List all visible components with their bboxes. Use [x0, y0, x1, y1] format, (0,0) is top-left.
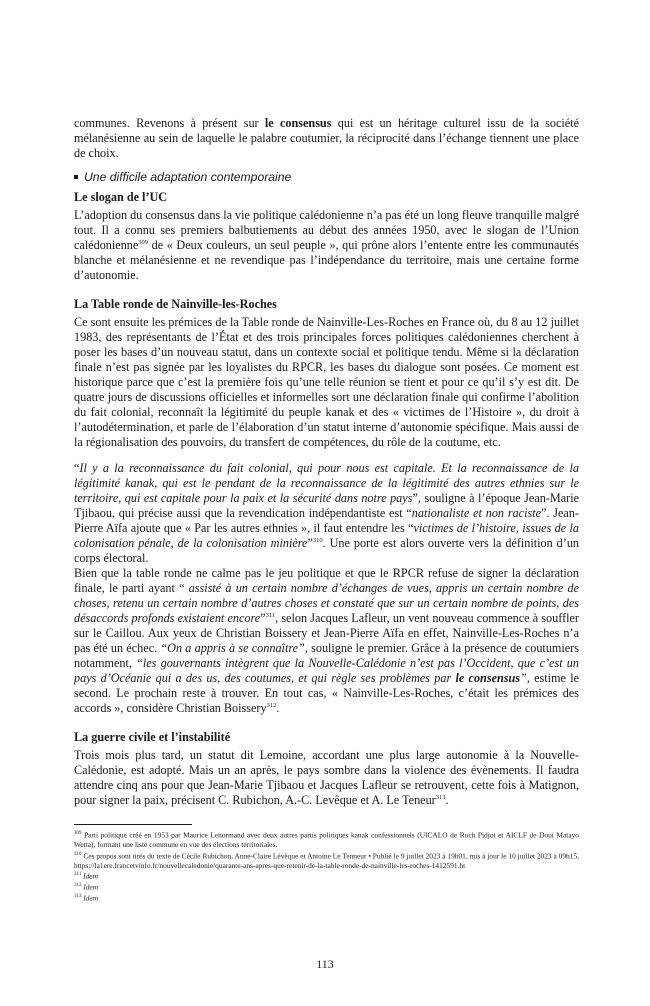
footnote-divider: [74, 824, 192, 825]
heading-nainville: La Table ronde de Nainville-les-Roches: [74, 297, 277, 311]
page-number: 113: [316, 957, 334, 971]
footnote-ref-311: 311: [265, 611, 276, 619]
footnote-311: $^{311}$ Idem: [74, 871, 98, 881]
consensus-bold: le consensus: [264, 116, 332, 130]
quote-block: [74, 461, 579, 716]
page-body: [74, 116, 579, 904]
footnote-ref-312: 312: [266, 701, 277, 709]
footnote-312: $^{312}$ Idem: [74, 882, 99, 892]
intro-paragraph: communes. Revenons à présent sur le consensus qui est un héritage culturel issu de la société mélanésienne au sein de laquelle le palabre coutumier, la réciprocité dans l’échange tiennent une place de choix.: [74, 116, 579, 160]
square-bullet-icon: [74, 175, 78, 179]
section-title: Une difficile adaptation contemporaine: [74, 170, 579, 184]
footnote-ref-309: 309: [138, 238, 149, 246]
lafleur-paragraph: Bien que la table ronde ne calme pas le jeu politique et que le RPCR refuse de signer la déclaration finale, le parti ayant “ assisté à un certain nombre d’échanges de vues, appris un certain nombre de choses, retenu un certain nombre d’autres choses et constaté que sur un certain nombre de points, des désaccords profonds existaient encore”$^{311}$, selon Jacques Lafleur, un vent nouveau commence à souffler sur le Caillou. Aux yeux de Christian Boissery et Jean-Pierre Aïfa en effet, Nainville-Les-Roches n’a pas été un échec. “On a appris à se connaître”, souligne le premier. Grâce à la présence de coutumiers notamment, “les gouvernants intègrent que la Nouvelle-Calédonie n’est pas l’Occident, que c’est un pays d’Océanie qui a des us, des coutumes, et qui règle ses problèmes par le consensus”, estime le second. Le prochain reste à trouver. En tout cas, « Nainville-Les-Roches, c’était les prémices des accords », considère Christian Boissery$^{312}$.: [74, 566, 579, 715]
heading-guerre: La guerre civile et l’instabilité: [74, 730, 231, 744]
nainville-paragraph: Ce sont ensuite les prémices de la Table ronde de Nainville-Les-Roches en France où, du 8 au 12 juillet 1983, des représentants de l’État et des trois principales forces politiques calédoniennes cherchent à poser les bases d’un nouveau statut, dans un contexte social et politique tendu. Même si la déclaration finale n’est pas signée par les loyalistes du RPCR, les bases du dialogue sont posées. Ce moment est historique parce que c’est la première fois qu’une telle réunion se tient et pour ce qu’il s’y est dit. De quatre jours de discussions officielles et informelles sort une déclaration finale qui confirme l’abolition du fait colonial, reconnaît la légitimité du peuple kanak et des « victimes de l’Histoire », du droit à l’autodétermination, et parle de l’élaboration d’un statut interne d’autonomie spécifique. Mais aussi de la régionalisation des pouvoirs, du transfert de compétences, du rôle de la coutume, etc.: [74, 315, 579, 449]
footnote-309: $^{309}$ Parti politique créé en 1953 par Maurice Lenormand avec deux autres partis politiques kanak confessionnels (UICALO de Roch Pidjot et AICLF de Doui Matayo Wetta), formant une liste commune en vue des élections territoriales.: [74, 830, 579, 850]
quote-paragraph: “Il y a la reconnaissance du fait colonial, qui pour nous est capitale. Et la reconnaissance de la légitimité kanak, qui est le pendant de la reconnaissance de la légitimité des autres ethnies sur le territoire, qui est capitale pour la paix et la sécurité dans notre pays”, souligne à l’époque Jean-Marie Tjibaou, qui précise aussi que la revendication indépendantiste est “nationaliste et non raciste”. Jean-Pierre Aïfa ajoute que « Par les autres ethnies », il faut entendre les “victimes de l’histoire, issues de la colonisation pénale, de la colonisation minière”$^{310}$. Une porte est alors ouverte vers la définition d’un corps électoral.: [74, 461, 580, 565]
footnotes: [74, 829, 579, 904]
uc-paragraph: L’adoption du consensus dans la vie politique calédonienne n’a pas été un long fleuve tranquille malgré tout. Il a connu ses premiers balbutiements au début des années 1950, avec le slogan de l’Union calédonienne$^{309}$ de « Deux couleurs, un seul peuple », qui prône alors l’entente entre les communautés blanche et mélanésienne et ne revendique pas l’indépendance du territoire, mais une certaine forme d’autonomie.: [74, 208, 579, 282]
footnote-ref-310: 310: [312, 536, 323, 544]
footnote-313: $^{313}$ Idem: [74, 893, 99, 903]
footnote-ref-313: 313: [435, 793, 446, 801]
heading-uc: Le slogan de l’UC: [74, 190, 168, 204]
footnote-310: $^{310}$ Ces propos sont tirés du texte de Cécile Rubichon, Anne-Claire Lévêque et Antoine Le Tenneur • Publié le 9 juillet 2023 à 19h01, mis à jour le 10 juillet 2023 à 09h15, https://la1ere.francetvinfo.fr/nouvellecaledonie/quarante-ans-apres-que-retenir-de-la-table-ronde-de-nainville-les-roches-1412591.ht: [74, 851, 579, 870]
guerre-paragraph: Trois mois plus tard, un statut dit Lemoine, accordant une plus large autonomie à la Nouvelle-Calédonie, est adopté. Mais un an après, le pays sombre dans la violence des évènements. Il faudra attendre cinq ans pour que Jean-Marie Tjibaou et Jacques Lafleur se retrouvent, cette fois à Matignon, pour signer la paix, précisent C. Rubichon, A.-C. Levêque et A. Le Teneur$^{313}$.: [74, 748, 579, 807]
